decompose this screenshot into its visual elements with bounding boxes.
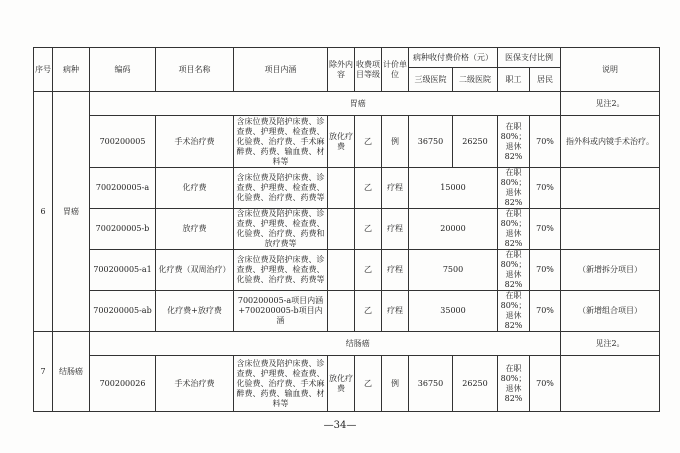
resident-ratio-cell: 70% — [530, 209, 561, 250]
seq-cell: 7 — [34, 332, 53, 412]
item-content-cell: 含床位费及陪护床费、诊查费、护理费、检查费、化验费、治疗费、手术麻醉费、药费、输血费、材料等 — [234, 116, 328, 168]
item-content-cell: 700200005-a项目内涵+700200005-b项目内涵 — [234, 291, 328, 332]
header-excluded: 除外内容 — [328, 48, 355, 92]
item-name-cell: 手术治疗费 — [156, 356, 234, 412]
item-name-cell: 手术治疗费 — [156, 116, 234, 168]
price-cell: 7500 — [409, 250, 498, 291]
item-content-cell: 含床位费及陪护床费、诊查费、护理费、检查费、化验费、治疗费、药费等 — [234, 250, 328, 291]
employee-ratio-cell: 在职80%；退休82% — [498, 168, 530, 209]
grade-cell: 乙 — [355, 291, 382, 332]
remarks-cell — [561, 168, 660, 209]
table-row — [34, 291, 660, 332]
group-subheader-row — [34, 332, 660, 356]
page-number: —34— — [323, 420, 357, 431]
remarks-cell: 指外科或内镜手术治疗。 — [561, 116, 660, 168]
unit-cell: 疗程 — [382, 209, 409, 250]
item-name-cell: 化疗费（双周治疗） — [156, 250, 234, 291]
header-insurance-group: 医保支付比例 — [498, 48, 561, 68]
header-row — [34, 48, 660, 68]
unit-cell: 疗程 — [382, 168, 409, 209]
item-content-cell: 含床位费及陪护床费、诊查费、护理费、检查费、化验费、治疗费、药费和放疗费等 — [234, 209, 328, 250]
header-tertiary: 三级医院 — [409, 68, 453, 92]
disease-cell: 胃癌 — [53, 92, 90, 332]
table-row — [34, 250, 660, 291]
table-row — [34, 168, 660, 209]
excluded-cell: 放化疗费 — [328, 356, 355, 412]
resident-ratio-cell: 70% — [530, 250, 561, 291]
code-cell: 700200005-a1 — [90, 250, 156, 291]
price-cell: 35000 — [409, 291, 498, 332]
grade-cell: 乙 — [355, 356, 382, 412]
group-note: 见注2。 — [561, 92, 660, 116]
price-cell: 20000 — [409, 209, 498, 250]
disease-subtitle: 结肠癌 — [156, 332, 561, 356]
disease-subtitle: 胃癌 — [156, 92, 561, 116]
grade-cell: 乙 — [355, 250, 382, 291]
fee-table — [33, 47, 660, 412]
seq-cell: 6 — [34, 92, 53, 332]
table-row — [34, 116, 660, 168]
code-cell: 700200005 — [90, 116, 156, 168]
remarks-cell — [561, 209, 660, 250]
header-secondary: 二级医院 — [453, 68, 498, 92]
header-disease: 病种 — [53, 48, 90, 92]
remarks-cell — [561, 356, 660, 412]
header-item-content: 项目内涵 — [234, 48, 328, 92]
header-price-group: 病种收付费价格（元） — [409, 48, 498, 68]
header-seq: 序号 — [34, 48, 53, 92]
code-cell: 700200026 — [90, 356, 156, 412]
header-resident: 居民 — [530, 68, 561, 92]
grade-cell: 乙 — [355, 168, 382, 209]
grade-cell: 乙 — [355, 116, 382, 168]
header-remarks: 说明 — [561, 48, 660, 92]
resident-ratio-cell: 70% — [530, 116, 561, 168]
resident-ratio-cell: 70% — [530, 356, 561, 412]
tertiary-price-cell: 36750 — [409, 116, 453, 168]
group-subheader-row — [34, 92, 660, 116]
resident-ratio-cell: 70% — [530, 168, 561, 209]
resident-ratio-cell: 70% — [530, 291, 561, 332]
item-name-cell: 化疗费+放疗费 — [156, 291, 234, 332]
employee-ratio-cell: 在职80%；退休82% — [498, 250, 530, 291]
item-name-cell: 放疗费 — [156, 209, 234, 250]
employee-ratio-cell: 在职80%；退休82% — [498, 291, 530, 332]
header-fee-grade: 收费项目等级 — [355, 48, 382, 92]
disease-cell: 结肠癌 — [53, 332, 90, 412]
table-row — [34, 356, 660, 412]
unit-cell: 例 — [382, 116, 409, 168]
excluded-cell — [328, 250, 355, 291]
item-content-cell: 含床位费及陪护床费、诊查费、护理费、检查费、化验费、治疗费、手术麻醉费、药费、输血费、材料等 — [234, 356, 328, 412]
tertiary-price-cell: 36750 — [409, 356, 453, 412]
item-name-cell: 化疗费 — [156, 168, 234, 209]
excluded-cell: 放化疗费 — [328, 116, 355, 168]
employee-ratio-cell: 在职80%；退休82% — [498, 116, 530, 168]
code-cell: 700200005-b — [90, 209, 156, 250]
header-employee: 职工 — [498, 68, 530, 92]
header-code: 编码 — [90, 48, 156, 92]
unit-cell: 疗程 — [382, 291, 409, 332]
price-cell: 15000 — [409, 168, 498, 209]
group-note: 见注2。 — [561, 332, 660, 356]
employee-ratio-cell: 在职80%；退休82% — [498, 356, 530, 412]
remarks-cell: （新增组合项目） — [561, 291, 660, 332]
header-unit: 计价单位 — [382, 48, 409, 92]
header-item-name: 项目名称 — [156, 48, 234, 92]
unit-cell: 例 — [382, 356, 409, 412]
excluded-cell — [328, 168, 355, 209]
secondary-price-cell: 26250 — [453, 356, 498, 412]
item-content-cell: 含床位费及陪护床费、诊查费、护理费、检查费、化验费、治疗费、药费等 — [234, 168, 328, 209]
excluded-cell — [328, 209, 355, 250]
secondary-price-cell: 26250 — [453, 116, 498, 168]
employee-ratio-cell: 在职80%；退休82% — [498, 209, 530, 250]
code-cell: 700200005-a — [90, 168, 156, 209]
code-cell: 700200005-ab — [90, 291, 156, 332]
excluded-cell — [328, 291, 355, 332]
grade-cell: 乙 — [355, 209, 382, 250]
unit-cell: 疗程 — [382, 250, 409, 291]
table-row — [34, 209, 660, 250]
remarks-cell: （新增拆分项目） — [561, 250, 660, 291]
